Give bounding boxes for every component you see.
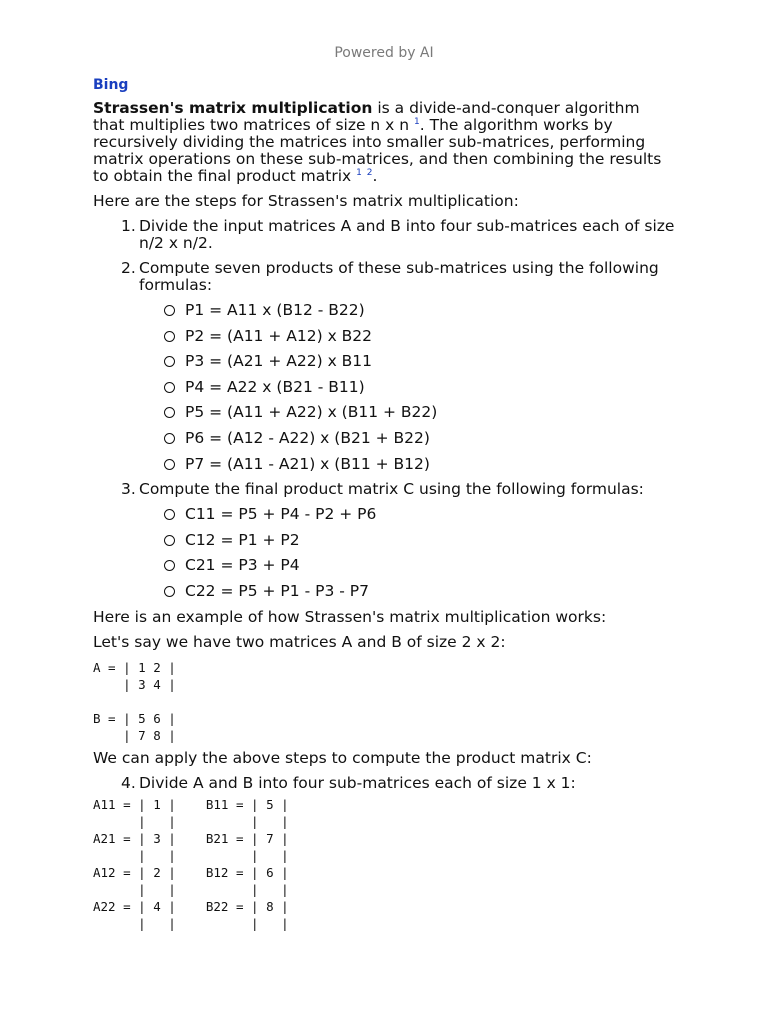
formula-item [139, 302, 675, 319]
intro-text-end: . [372, 167, 378, 185]
example-setup: Let's say we have two matrices A and B of size 2 x 2: [93, 632, 506, 651]
intro-text-1: is a divide-and-conquer algorithm that multiplies two matrices of size n x n [93, 99, 640, 134]
formula-item [139, 379, 675, 396]
formula-item [139, 557, 675, 574]
formula-item [139, 404, 675, 421]
formula-text: C11 = P5 + P4 - P2 + P6 [185, 505, 377, 524]
result-formulas-list [139, 506, 675, 600]
intro-text-2: . The algorithm works by recursively dividing the matrices into smaller sub-matrices, performing matrix operations on these sub-matrices, and then combining the results to obtain the final product matrix [93, 116, 662, 185]
formula-item [139, 353, 675, 370]
circle-bullet-icon [164, 356, 175, 367]
step-item [93, 481, 675, 600]
bing-brand-label: Bing [93, 77, 129, 93]
formula-text: P4 = A22 x (B21 - B11) [185, 377, 365, 396]
step-item [93, 775, 675, 792]
matrices-code-block: A = | 1 2 | | 3 4 | B = | 5 6 | | 7 8 | [93, 659, 176, 743]
formula-item [139, 430, 675, 447]
formula-text: P2 = (A11 + A12) x B22 [185, 326, 373, 345]
apply-text: We can apply the above steps to compute the product matrix C: [93, 748, 592, 767]
step-number: 3. [121, 480, 136, 499]
formula-text: C12 = P1 + P2 [185, 530, 300, 549]
circle-bullet-icon [164, 382, 175, 393]
citation-link[interactable]: 2 [366, 167, 373, 178]
submatrices-code-block: A11 = | 1 | B11 = | 5 | | | | | A21 = | 3 | B21 = | 7 | | | | | A12 = | 2 | B12 = | 6 | | | | | A22 = | 4 | B22 = | 8 | | | | | [93, 796, 289, 931]
formula-item [139, 532, 675, 549]
intro-bold-term: Strassen's matrix multiplication [93, 99, 373, 117]
circle-bullet-icon [164, 509, 175, 520]
intro-paragraph [93, 100, 675, 185]
circle-bullet-icon [164, 535, 175, 546]
formula-text: P1 = A11 x (B12 - B22) [185, 301, 365, 319]
formula-text: P5 = (A11 + A22) x (B11 + B22) [185, 403, 438, 422]
step-item [93, 260, 675, 473]
step-number: 4. [121, 773, 136, 792]
step-number: 1. [121, 217, 136, 235]
formula-text: C21 = P3 + P4 [185, 556, 300, 575]
product-formulas-list [139, 302, 675, 473]
circle-bullet-icon [164, 459, 175, 470]
example-steps-list [93, 775, 675, 792]
formula-item [139, 328, 675, 345]
circle-bullet-icon [164, 331, 175, 342]
step-text: Compute the final product matrix C using the following formulas: [139, 480, 644, 499]
formula-item [139, 456, 675, 473]
steps-list [93, 218, 675, 600]
formula-item [139, 506, 675, 523]
circle-bullet-icon [164, 433, 175, 444]
powered-by-label: Powered by AI [334, 45, 434, 61]
step-item [93, 218, 675, 252]
circle-bullet-icon [164, 560, 175, 571]
formula-text: P3 = (A21 + A22) x B11 [185, 352, 373, 371]
step-text: Divide the input matrices A and B into four sub-matrices each of size n/2 x n/2. [139, 217, 675, 252]
formula-item [139, 583, 675, 600]
formula-text: P6 = (A12 - A22) x (B21 + B22) [185, 428, 430, 447]
step-text: Compute seven products of these sub-matrices using the following formulas: [139, 259, 659, 294]
formula-text: C22 = P5 + P1 - P3 - P7 [185, 581, 369, 600]
citation-link[interactable]: 1 [356, 167, 362, 178]
circle-bullet-icon [164, 305, 175, 316]
circle-bullet-icon [164, 407, 175, 418]
step-text: Divide A and B into four sub-matrices each of size 1 x 1: [139, 773, 576, 792]
circle-bullet-icon [164, 586, 175, 597]
step-number: 2. [121, 259, 136, 277]
example-intro: Here is an example of how Strassen's matrix multiplication works: [93, 607, 607, 626]
steps-intro: Here are the steps for Strassen's matrix multiplication: [93, 192, 519, 210]
formula-text: P7 = (A11 - A21) x (B11 + B12) [185, 454, 430, 473]
citation-link[interactable]: 1 [414, 116, 420, 127]
